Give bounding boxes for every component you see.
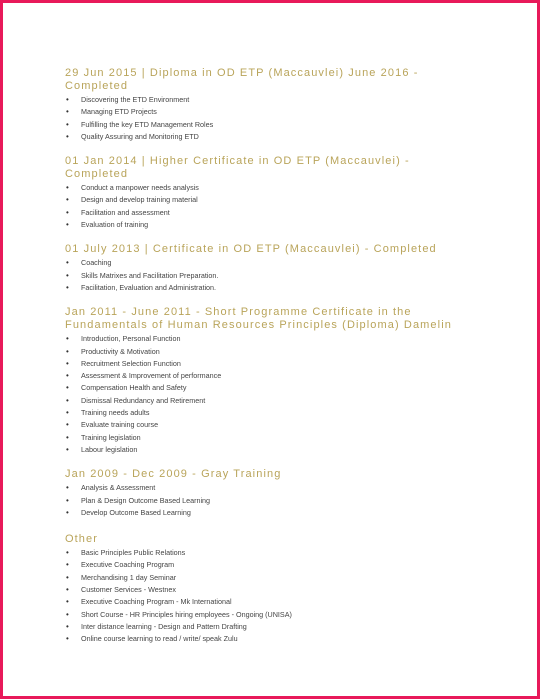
list-item-text: Dismissal Redundancy and Retirement (81, 395, 206, 405)
education-section (65, 155, 475, 231)
bullet-list (65, 547, 475, 645)
bullet-icon: • (66, 107, 69, 117)
list-item (65, 194, 475, 206)
list-item-text: Fulfilling the key ETD Management Roles (81, 119, 214, 129)
bullet-icon: • (66, 444, 69, 454)
bullet-icon: • (66, 495, 69, 505)
list-item (65, 633, 475, 645)
list-item (65, 395, 475, 407)
list-item (65, 596, 475, 608)
bullet-icon: • (66, 383, 69, 393)
bullet-icon: • (66, 346, 69, 356)
bullet-icon: • (66, 270, 69, 280)
bullet-icon: • (66, 131, 69, 141)
bullet-icon: • (66, 334, 69, 344)
bullet-icon: • (66, 395, 69, 405)
list-item-text: Managing ETD Projects (81, 107, 157, 117)
bullet-icon: • (66, 371, 69, 381)
education-section (65, 306, 475, 456)
bullet-icon: • (66, 183, 69, 193)
list-item-text: Evaluate training course (81, 420, 159, 430)
education-section (65, 243, 475, 294)
list-item (65, 572, 475, 584)
list-item-text: Analysis & Assessment (81, 483, 156, 493)
bullet-icon: • (66, 621, 69, 631)
bullet-icon: • (66, 420, 69, 430)
bullet-icon: • (66, 597, 69, 607)
bullet-icon: • (66, 548, 69, 558)
bullet-list (65, 482, 475, 519)
list-item-text: Facilitation and assessment (81, 207, 170, 217)
list-item-text: Coaching (81, 258, 112, 268)
section-heading: Other (65, 533, 99, 546)
section-heading: 29 Jun 2015 | Diploma in OD ETP (Maccauvlei) June 2016 - Completed (65, 67, 423, 92)
list-item (65, 333, 475, 345)
list-item-text: Short Course - HR Principles hiring employees - Ongoing (UNISA) (81, 609, 292, 619)
education-section (65, 468, 475, 519)
list-item-text: Compensation Health and Safety (81, 383, 187, 393)
bullet-icon: • (66, 560, 69, 570)
bullet-icon: • (66, 507, 69, 517)
list-item (65, 584, 475, 596)
bullet-icon: • (66, 572, 69, 582)
list-item-text: Plan & Design Outcome Based Learning (81, 495, 211, 505)
list-item-text: Introduction, Personal Function (81, 334, 181, 344)
section-heading: Jan 2011 - June 2011 - Short Programme Certificate in the Fundamentals of Human Resources Principles (Diploma) Damelin (65, 306, 452, 332)
list-item (65, 282, 475, 294)
list-item (65, 507, 475, 519)
bullet-icon: • (66, 483, 69, 493)
bullet-icon: • (66, 634, 69, 644)
education-section (65, 533, 475, 645)
list-item (65, 270, 475, 282)
section-heading: Jan 2009 - Dec 2009 - Gray Training (65, 468, 282, 481)
list-item-text: Training needs adults (81, 408, 150, 418)
list-item-text: Online course learning to read / write/ speak Zulu (81, 634, 238, 644)
list-item (65, 482, 475, 494)
list-item-text: Skills Matrixes and Facilitation Preparation. (81, 270, 219, 280)
list-item (65, 94, 475, 106)
bullet-list (65, 257, 475, 294)
list-item-text: Labour legislation (81, 444, 138, 454)
list-item (65, 621, 475, 633)
list-item (65, 609, 475, 621)
list-item (65, 106, 475, 118)
list-item (65, 358, 475, 370)
list-item (65, 207, 475, 219)
list-item (65, 432, 475, 444)
bullet-icon: • (66, 258, 69, 268)
bullet-list (65, 94, 475, 143)
bullet-icon: • (66, 282, 69, 292)
list-item (65, 407, 475, 419)
list-item (65, 131, 475, 143)
list-item-text: Executive Coaching Program - Mk International (81, 597, 232, 607)
list-item (65, 219, 475, 231)
list-item (65, 182, 475, 194)
list-item-text: Develop Outcome Based Learning (81, 507, 191, 517)
document-content (65, 67, 475, 658)
bullet-icon: • (66, 207, 69, 217)
list-item-text: Assessment & Improvement of performance (81, 371, 222, 381)
list-item-text: Training legislation (81, 432, 141, 442)
bullet-icon: • (66, 119, 69, 129)
list-item (65, 547, 475, 559)
bullet-icon: • (66, 408, 69, 418)
list-item-text: Merchandising 1 day Seminar (81, 572, 177, 582)
list-item-text: Facilitation, Evaluation and Administration. (81, 282, 217, 292)
list-item (65, 370, 475, 382)
list-item (65, 559, 475, 571)
list-item-text: Basic Principles Public Relations (81, 548, 186, 558)
bullet-icon: • (66, 432, 69, 442)
list-item-text: Inter distance learning - Design and Pattern Drafting (81, 621, 247, 631)
list-item-text: Conduct a manpower needs analysis (81, 183, 199, 193)
education-section (65, 67, 475, 143)
list-item-text: Design and develop training material (81, 195, 198, 205)
list-item-text: Executive Coaching Program (81, 560, 175, 570)
list-item (65, 119, 475, 131)
list-item-text: Evaluation of training (81, 220, 149, 230)
bullet-icon: • (66, 195, 69, 205)
section-heading: 01 July 2013 | Certificate in OD ETP (Maccauvlei) - Completed (65, 243, 437, 256)
bullet-list (65, 182, 475, 231)
bullet-icon: • (66, 585, 69, 595)
list-item (65, 346, 475, 358)
list-item (65, 419, 475, 431)
bullet-icon: • (66, 95, 69, 104)
section-heading: 01 Jan 2014 | Higher Certificate in OD ETP (Maccauvlei) - Completed (65, 155, 414, 181)
list-item-text: Quality Assuring and Monitoring ETD (81, 131, 199, 141)
list-item (65, 444, 475, 456)
list-item-text: Customer Services - Westnex (81, 585, 176, 595)
bullet-icon: • (66, 609, 69, 619)
bullet-icon: • (66, 358, 69, 368)
bullet-list (65, 333, 475, 456)
list-item-text: Discovering the ETD Environment (81, 95, 190, 104)
list-item (65, 257, 475, 269)
bullet-icon: • (66, 220, 69, 230)
list-item (65, 382, 475, 394)
list-item-text: Productivity & Motivation (81, 346, 160, 356)
list-item (65, 495, 475, 507)
list-item-text: Recruitment Selection Function (81, 358, 181, 368)
